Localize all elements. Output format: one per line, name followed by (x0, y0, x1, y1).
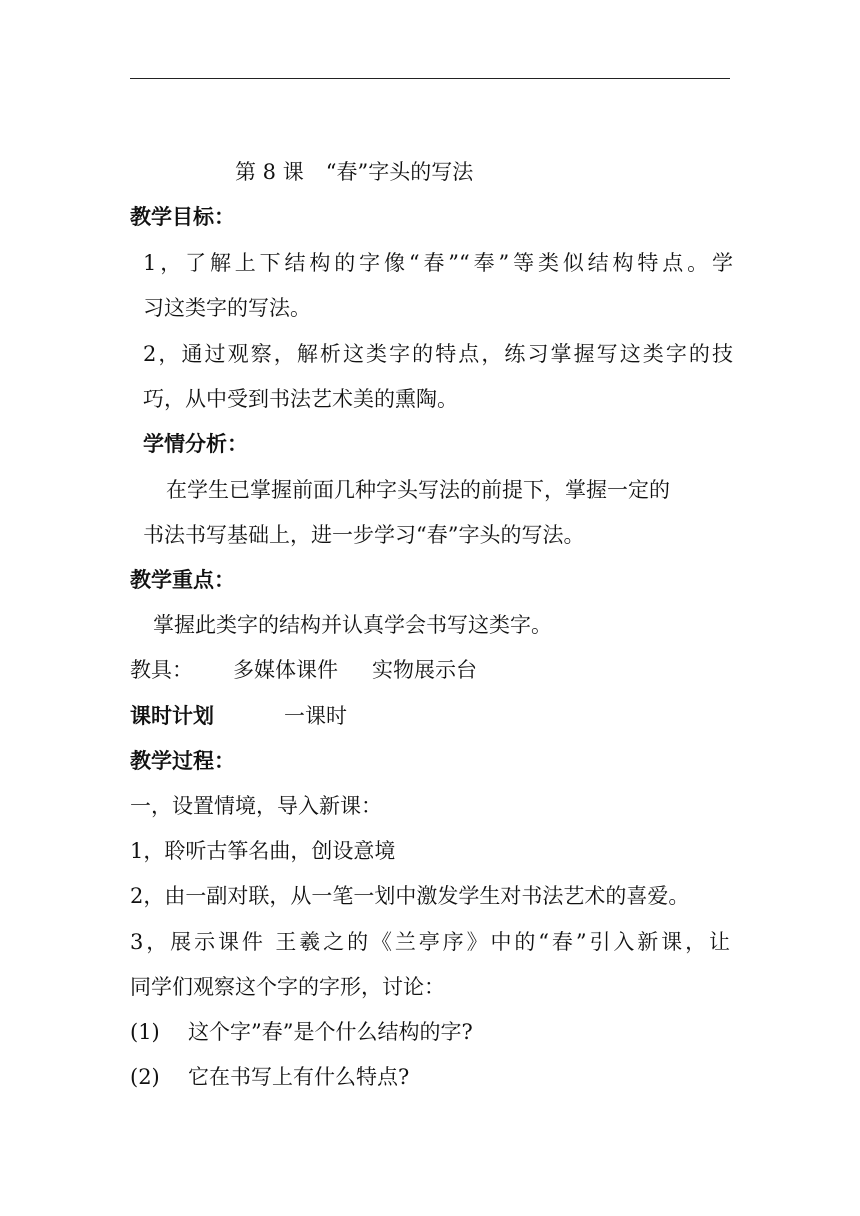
key-points-heading: 教学重点： (130, 567, 235, 592)
objectives-heading: 教学目标： (130, 204, 235, 229)
lesson-title (235, 157, 473, 187)
objective-1-line-1: 1，了解上下结构的字像“春”“奉”等类似结构特点。学 (143, 251, 733, 275)
plan-value: 一课时 (284, 704, 347, 728)
objective-2-line-1: 2，通过观察，解析这类字的特点，练习掌握写这类字的技 (143, 342, 733, 366)
key-points-text: 掌握此类字的结构并认真学会书写这类字。 (153, 613, 552, 637)
question-1 (130, 1017, 473, 1047)
question-2 (130, 1062, 409, 1092)
question-1-number: (1) (130, 1020, 160, 1044)
analysis-heading: 学情分析： (143, 431, 248, 456)
process-step-1: 1，聆听古筝名曲，创设意境 (130, 839, 396, 863)
tools-row (130, 655, 477, 685)
question-1-text: 这个字”春”是个什么结构的字? (188, 1020, 473, 1044)
plan-row (130, 701, 347, 731)
tools-item-2: 实物展示台 (372, 658, 477, 682)
process-step-3-line-1: 3，展示课件 王羲之的《兰亭序》中的“春”引入新课，让 (130, 930, 730, 954)
objective-1-line-2: 习这类字的写法。 (143, 296, 311, 320)
process-step-3-line-2: 同学们观察这个字的字形，讨论： (130, 975, 445, 999)
analysis-line-2: 书法书写基础上，进一步学习“春”字头的写法。 (143, 523, 585, 547)
plan-label: 课时计划 (130, 703, 214, 728)
tools-label: 教具： (130, 658, 193, 682)
process-step-2: 2，由一副对联，从一笔一划中激发学生对书法艺术的喜爱。 (130, 884, 690, 908)
question-2-text: 它在书写上有什么特点? (188, 1065, 410, 1089)
tools-item-1: 多媒体课件 (233, 658, 338, 682)
process-heading: 教学过程： (130, 748, 235, 773)
analysis-line-1: 在学生已掌握前面几种字头写法的前提下，掌握一定的 (166, 478, 670, 502)
lesson-number: 第 8 课 (235, 160, 304, 184)
process-section-1: 一，设置情境，导入新课： (130, 794, 382, 818)
lesson-title-text: “春”字头的写法 (325, 160, 474, 184)
header-rule (130, 78, 730, 79)
question-2-number: (2) (130, 1065, 160, 1089)
objective-2-line-2: 巧，从中受到书法艺术美的熏陶。 (143, 387, 458, 411)
